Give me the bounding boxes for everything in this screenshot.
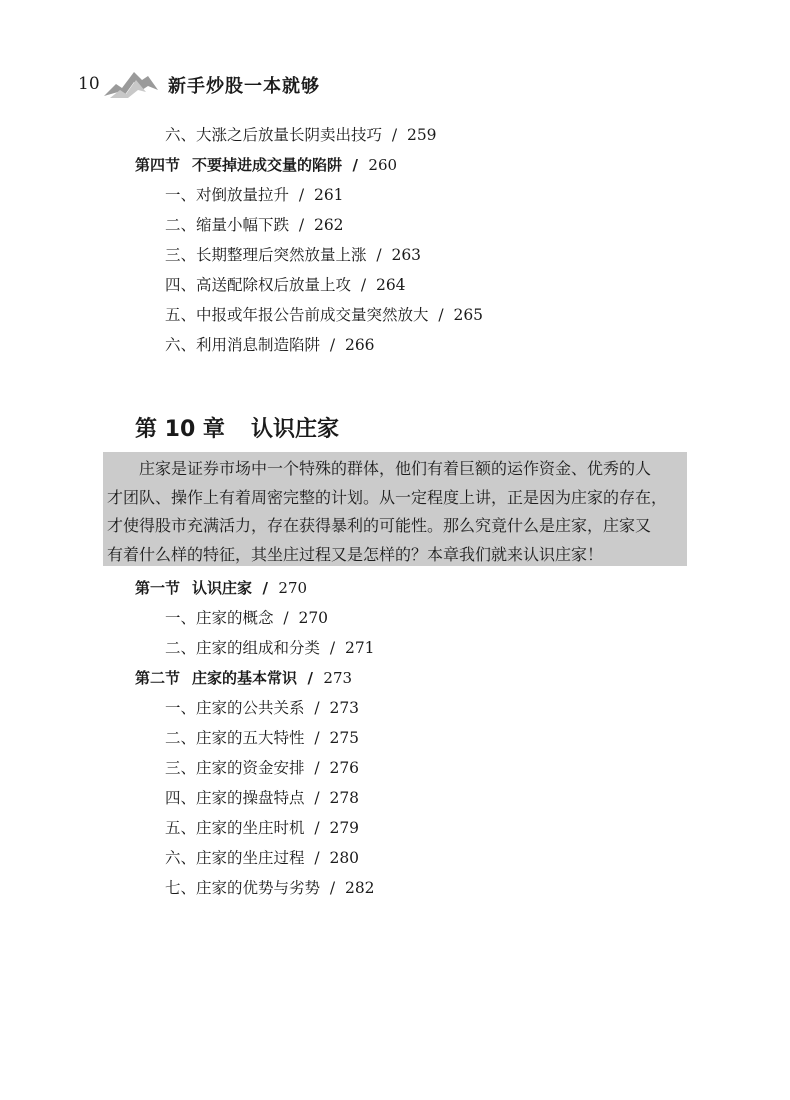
toc-item[interactable]: 四、高送配除权后放量上攻 / 264	[165, 276, 406, 294]
toc-section[interactable]: 第二节 庄家的基本常识 / 273	[135, 669, 353, 687]
toc-section[interactable]: 第一节 认识庄家 / 270	[135, 579, 308, 597]
page-number: 10	[78, 74, 100, 94]
chapter-intro	[103, 452, 687, 566]
intro-line: 才使得股市充满活力，存在获得暴利的可能性。那么究竟什么是庄家，庄家又	[107, 516, 652, 535]
toc-item[interactable]: 六、庄家的坐庄过程 / 280	[165, 849, 360, 867]
intro-line: 庄家是证券市场中一个特殊的群体，他们有着巨额的运作资金、优秀的人	[139, 459, 652, 478]
book-title: 新手炒股一本就够	[168, 76, 320, 97]
toc-item[interactable]: 五、中报或年报公告前成交量突然放大 / 265	[165, 306, 484, 324]
intro-line: 才团队、操作上有着周密完整的计划。从一定程度上讲，正是因为庄家的存在，	[107, 487, 668, 507]
toc-item[interactable]: 二、庄家的组成和分类 / 271	[165, 639, 375, 657]
toc-item[interactable]: 三、长期整理后突然放量上涨 / 263	[165, 246, 422, 264]
toc-section[interactable]: 第四节 不要掉进成交量的陷阱 / 260	[135, 156, 398, 174]
toc-item[interactable]: 三、庄家的资金安排 / 276	[165, 759, 360, 777]
mountain-logo-icon	[102, 66, 160, 100]
toc-item[interactable]: 六、利用消息制造陷阱 / 266	[165, 336, 375, 354]
intro-line: 有着什么样的特征，其坐庄过程又是怎样的？本章我们就来认识庄家！	[107, 544, 604, 564]
toc-item[interactable]: 五、庄家的坐庄时机 / 279	[165, 819, 360, 837]
toc-item[interactable]: 一、庄家的公共关系 / 273	[165, 699, 360, 717]
toc-item[interactable]: 六、大涨之后放量长阴卖出技巧 / 259	[165, 126, 437, 144]
toc-item[interactable]: 七、庄家的优势与劣势 / 282	[165, 879, 375, 897]
page-header	[78, 66, 718, 102]
toc-item[interactable]: 四、庄家的操盘特点 / 278	[165, 789, 360, 807]
chapter-label: 第 10 章	[135, 417, 225, 442]
chapter-title: 认识庄家	[250, 417, 339, 442]
toc-item[interactable]: 二、缩量小幅下跌 / 262	[165, 216, 344, 234]
toc-item[interactable]: 一、对倒放量拉升 / 261	[165, 186, 344, 204]
chapter-heading	[135, 412, 339, 443]
toc-item[interactable]: 二、庄家的五大特性 / 275	[165, 729, 360, 747]
toc-item[interactable]: 一、庄家的概念 / 270	[165, 609, 329, 627]
